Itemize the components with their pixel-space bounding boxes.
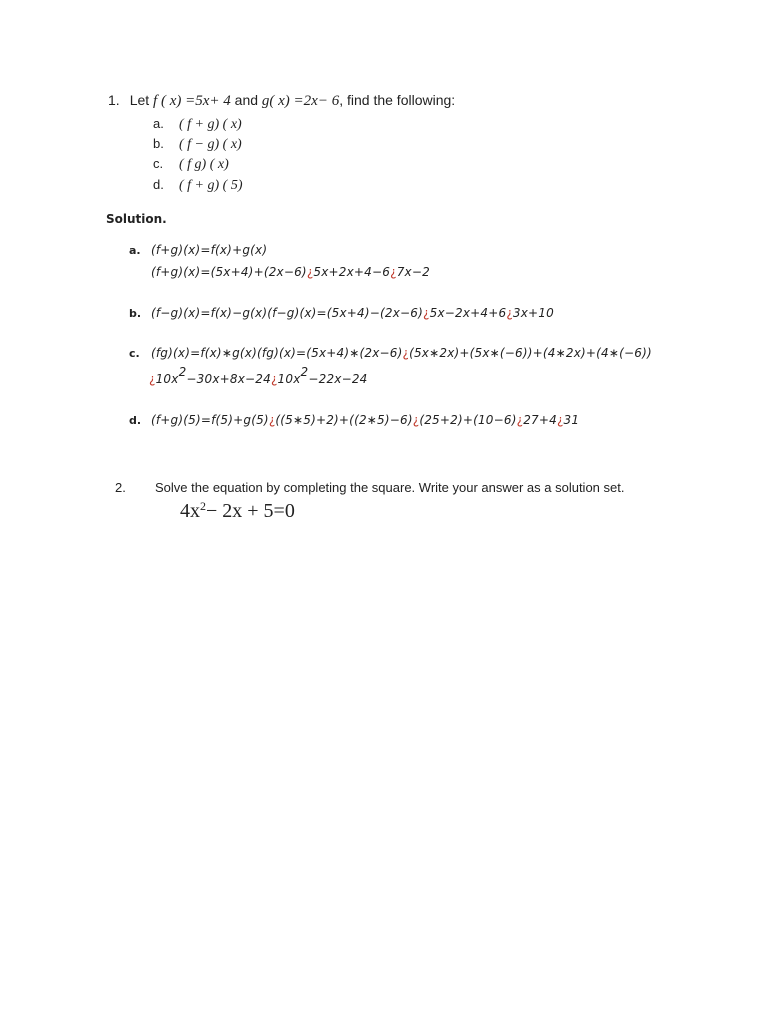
solution-a-line-2 [151,265,430,280]
solution-b-label: b. [129,307,142,320]
math-expression: 5x+2x+4−6 [313,265,391,279]
math-expression: 7x−2 [396,265,430,279]
g-definition: g( x) =2x− 6 [261,93,340,109]
item-expression: ( f − g) ( x) [179,137,242,152]
math-expression: 31 [563,413,580,427]
inverted-question-symbol: ¿ [412,413,420,427]
solution-d-label: d. [129,414,142,427]
solution-c-label: c. [129,347,140,360]
inverted-question-symbol: ¿ [270,372,278,387]
solution-heading: Solution. [106,212,167,226]
problem-2-text: Solve the equation by completing the square. Write your answer as a solution set. [155,480,625,495]
item-label: b. [153,136,164,151]
problem-1-item-d [153,177,243,194]
inverted-question-symbol: ¿ [556,413,564,427]
problem-1-statement [108,92,455,110]
exponent: 2 [300,365,309,379]
math-expression: 10x [277,372,301,387]
math-expression: (f−g)(x)=f(x)−g(x)(f−g)(x)=(5x+4)−(2x−6) [151,306,424,320]
math-expression: 3x+10 [512,306,554,320]
inverted-question-symbol: ¿ [506,306,513,320]
equation-part: 4x [180,500,200,522]
math-expression: (f+g)(x)=(5x+4)+(2x−6) [151,265,307,279]
inverted-question-symbol: ¿ [306,265,314,279]
inverted-question-symbol: ¿ [423,306,430,320]
solution-b-line [129,306,554,321]
solution-a-label: a. [129,244,141,257]
inverted-question-symbol: ¿ [149,372,156,387]
item-expression: ( f g) ( x) [179,157,229,172]
math-expression: ((5∗5)+2)+((2∗5)−6) [275,413,413,427]
problem-2-number: 2. [115,480,126,495]
problem-1-number: 1. [108,92,120,108]
find-text: , find the following: [339,92,456,108]
math-expression: 5x−2x+4+6 [429,306,507,320]
solution-c-line-1 [129,346,652,361]
math-expression: (f+g)(x)=f(x)+g(x) [151,243,268,257]
item-expression: ( f + g) ( x) [179,117,242,132]
problem-1-item-c [153,156,229,173]
item-label: a. [153,116,164,131]
math-expression: 27+4 [523,413,557,427]
inverted-question-symbol: ¿ [516,413,524,427]
equation-part: − 2x + 5=0 [206,500,295,522]
item-label: c. [153,156,164,171]
inverted-question-symbol: ¿ [268,413,276,427]
problem-2-equation [180,500,295,523]
math-expression: −30x+8x−24 [186,372,271,387]
let-label: Let [129,92,150,108]
problem-1-item-a [153,116,242,133]
math-expression: 10x [155,372,179,387]
math-expression: (fg)(x)=f(x)∗g(x)(fg)(x)=(5x+4)∗(2x−6) [151,346,403,360]
exponent: 2 [178,365,187,379]
and-label: and [234,92,259,108]
f-definition: f ( x) =5x+ 4 [153,93,231,109]
solution-a-line-1 [129,243,267,258]
inverted-question-symbol: ¿ [390,265,397,279]
item-expression: ( f + g) ( 5) [179,178,243,193]
math-expression: −22x−24 [308,372,368,387]
inverted-question-symbol: ¿ [402,346,410,360]
exponent: 2 [200,498,206,513]
solution-c-line-2 [149,365,368,387]
math-expression: (25+2)+(10−6) [419,413,517,427]
math-expression: (5x∗2x)+(5x∗(−6))+(4∗2x)+(4∗(−6)) [409,346,652,360]
solution-d-line [129,413,579,428]
problem-1-item-b [153,136,242,153]
math-expression: (f+g)(5)=f(5)+g(5) [151,413,269,427]
item-label: d. [153,177,164,192]
